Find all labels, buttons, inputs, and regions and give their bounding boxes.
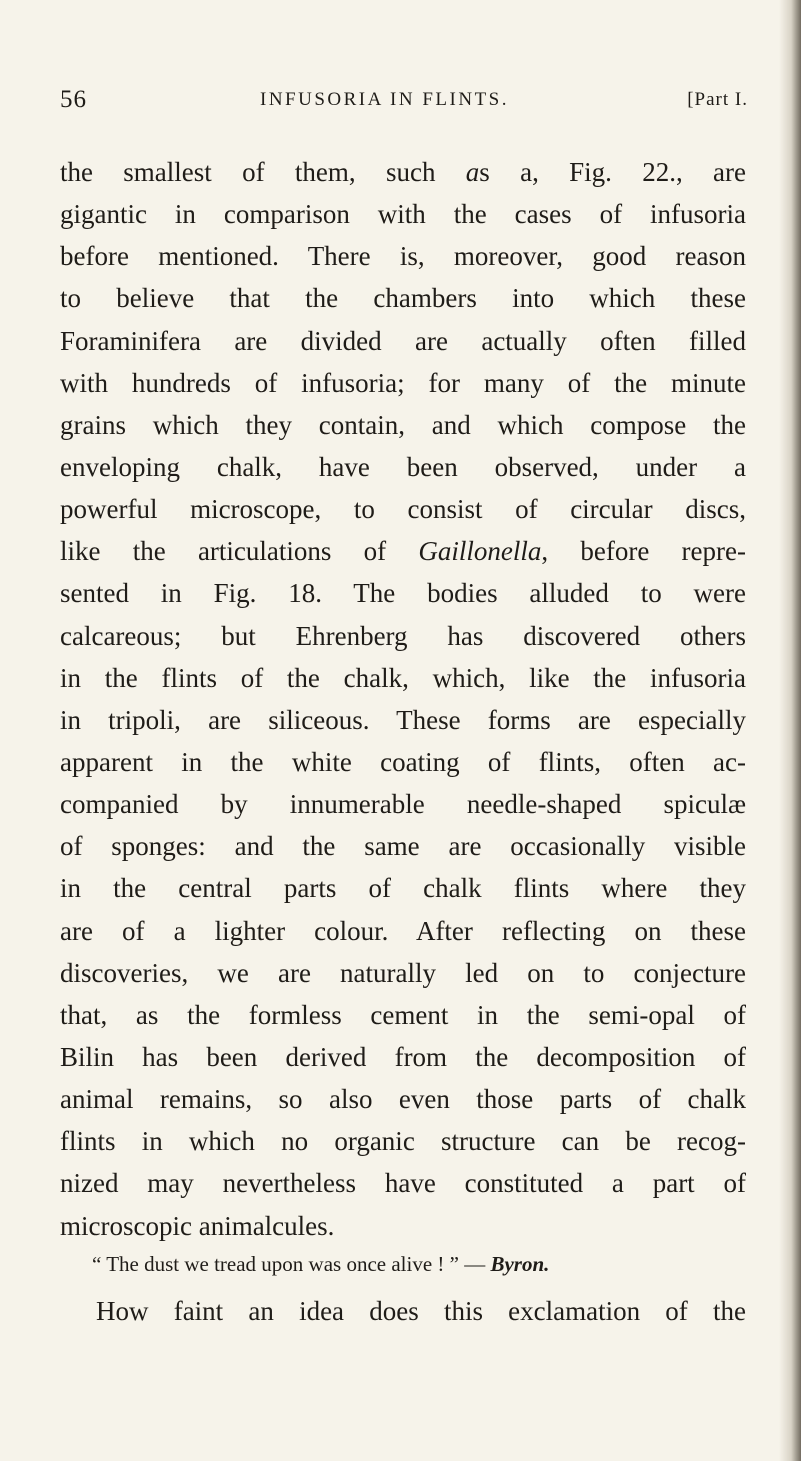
- text-line: with hundreds of infusoria; for many of the minute: [60, 367, 746, 398]
- part-label: [Part I.: [687, 89, 748, 110]
- page-header: [60, 86, 748, 114]
- page-number: 56: [60, 86, 87, 113]
- epigraph-quote: [92, 1252, 712, 1277]
- text-line: sented in Fig. 18. The bodies alluded to were: [60, 578, 746, 609]
- text-line: Bilin has been derived from the decomposition of: [60, 1041, 746, 1072]
- text-line: to believe that the chambers into which these: [60, 283, 746, 314]
- text-line: grains which they contain, and which compose the: [60, 409, 746, 440]
- text-line: the smallest of them, such as a, Fig. 22., are: [60, 157, 746, 187]
- text-line: nized may nevertheless have constituted a part of: [60, 1168, 746, 1199]
- text-line: animal remains, so also even those parts of chalk: [60, 1084, 746, 1115]
- text-line: microscopic animalcules.: [60, 1210, 335, 1241]
- text-line: in the central parts of chalk flints where they: [60, 873, 746, 904]
- text-line: Foraminifera are divided are actually often filled: [60, 325, 746, 356]
- text-line: like the articulations of Gaillonella, before repre-: [60, 536, 746, 567]
- text-line: of sponges: and the same are occasionally visible: [60, 831, 746, 862]
- text-line: flints in which no organic structure can be recog-: [60, 1126, 746, 1157]
- text-line: apparent in the white coating of flints, often ac-: [60, 746, 746, 777]
- text-line: in the flints of the chalk, which, like the infusoria: [60, 662, 746, 693]
- text-line: calcareous; but Ehrenberg has discovered others: [60, 620, 746, 651]
- text-line: in tripoli, are siliceous. These forms are especially: [60, 704, 746, 735]
- text-line: companied by innumerable needle-shaped spiculæ: [60, 789, 746, 820]
- text-line: that, as the formless cement in the semi-opal of: [60, 999, 746, 1030]
- page-edge-shadow: [779, 0, 801, 1461]
- text-line: before mentioned. There is, moreover, good reason: [60, 241, 746, 272]
- text-line: powerful microscope, to consist of circular discs,: [60, 494, 746, 525]
- body-text: [60, 151, 746, 1247]
- running-head: INFUSORIA IN FLINTS.: [260, 89, 509, 110]
- text-line: gigantic in comparison with the cases of infusoria: [60, 199, 746, 230]
- text-line: are of a lighter colour. After reflecting on these: [60, 915, 746, 946]
- quote-text: “ The dust we tread upon was once alive ! ” —: [92, 1252, 486, 1276]
- text-line: enveloping chalk, have been observed, under a: [60, 451, 746, 482]
- text-line: discoveries, we are naturally led on to conjecture: [60, 957, 746, 988]
- quote-attribution: Byron.: [490, 1252, 550, 1276]
- final-line: How faint an idea does this exclamation of the: [96, 1296, 746, 1326]
